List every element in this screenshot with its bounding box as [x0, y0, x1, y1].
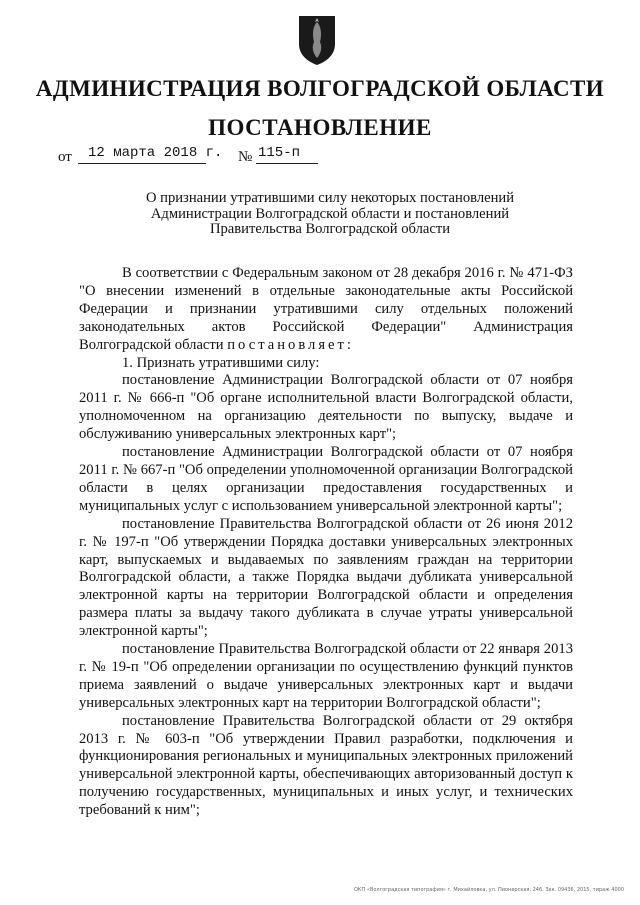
number-value: 115-п	[258, 145, 301, 161]
list-item: постановление Администрации Волгоградской области от 07 ноября 2011 г. № 666-п "Об органе исполнительной власти Волгоградской области, уполномоченном на организацию деятельности по выпуску, выдаче и обслуживанию универсальных электронных карт";	[79, 372, 573, 443]
date-label: от	[58, 149, 72, 165]
list-item: постановление Правительства Волгоградской области от 29 октября 2013 г. № 603-п "Об утверждении Правил разработки, подключения и функционирования региональных и муниципальных электронных приложений универсальной электронной карты, обеспечивающих авторизованный доступ к получению государственных, муниципальных и иных услуг, и технических требований к ним";	[79, 712, 573, 819]
intro-text: В соответствии с Федеральным законом от 28 декабря 2016 г. № 471-ФЗ "О внесении изменений в отдельные законодательные акты Российской Федерации и признании утратившими силу отдельных положений законодательных актов Российской Федерации" Администрация Волгоградской области	[79, 265, 573, 353]
printer-footer: ОКП «Волгоградская типография» г. Михайловка, ул. Пионерская, 246. Зак. 09436, 2015, тираж 4000	[354, 887, 624, 893]
subject-line: О признании утратившими силу некоторых постановлений	[145, 190, 515, 206]
number-label: №	[238, 149, 253, 165]
intro-paragraph	[79, 265, 573, 355]
document-type: ПОСТАНОВЛЕНИЕ	[208, 115, 432, 140]
document-subject	[120, 191, 540, 238]
document-meta	[58, 145, 458, 167]
resolves-text: постановляет:	[227, 336, 354, 353]
number-underline	[256, 163, 318, 164]
document-body	[79, 265, 573, 820]
list-item: постановление Правительства Волгоградской области от 22 января 2013 г. № 19-п "Об определении организации по осуществлению функций пунктов приема заявлений о выдаче универсальных электронных карт и выдачи универсальных электронных карт на территории Волгоградской области";	[79, 641, 573, 711]
list-item: постановление Администрации Волгоградской области от 07 ноября 2011 г. № 667-п "Об определении уполномоченной организации Волгоградской области в целях организации предоставления государственных и муниципальных услуг с использованием универсальной электронной карты";	[79, 444, 573, 514]
coat-of-arms-icon	[295, 12, 339, 66]
organization-name: АДМИНИСТРАЦИЯ ВОЛГОГРАДСКОЙ ОБЛАСТИ	[35, 76, 605, 101]
date-value: 12 марта 2018 г.	[88, 145, 223, 161]
subject-line: Правительства Волгоградской области	[209, 221, 451, 237]
date-underline	[78, 163, 206, 164]
list-item: постановление Правительства Волгоградской области от 26 июня 2012 г. № 197-п "Об утверждении Порядка доставки универсальных электронных карт, выпускаемых и выдаваемых по заявлениям граждан на территории Волгоградской области, а также Порядка выдачи дубликата универсальной электронной карты на территории Волгоградской области и определения размера платы за выдачу такого дубликата в случае утраты универсальной электронной карты";	[79, 515, 573, 640]
subject-line: Администрации Волгоградской области и постановлений	[150, 205, 510, 222]
item-heading: 1. Признать утратившими силу:	[122, 354, 320, 371]
